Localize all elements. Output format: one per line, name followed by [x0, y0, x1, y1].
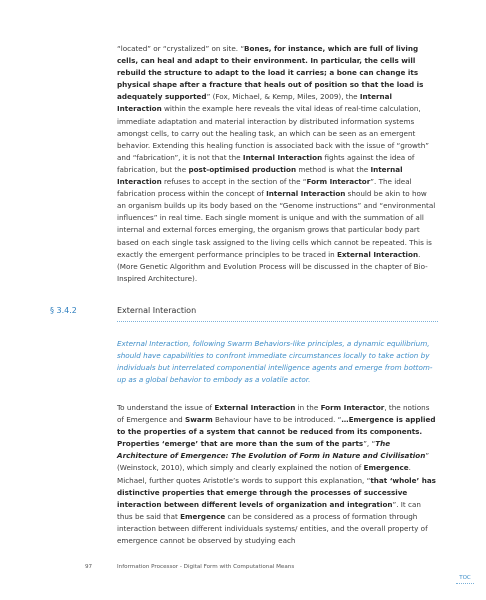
toc-label: TOC	[459, 575, 471, 581]
bold-text: Form Interactor	[320, 403, 385, 412]
section-divider	[117, 321, 438, 322]
section-title: External Interaction	[117, 306, 197, 315]
text-run: . Michael, further quotes Aristotle’s words to support this explanation, “	[117, 463, 411, 485]
bold-text: Emergence	[363, 463, 409, 473]
text-run: in the	[295, 403, 321, 412]
bold-text: Internal Interaction	[117, 92, 392, 114]
bold-text: Internal Interaction	[242, 152, 323, 162]
text-run: method is what the	[296, 164, 371, 174]
bold-text: Emergence	[180, 511, 226, 521]
body-paragraph-2	[117, 402, 438, 547]
text-run: fights against the idea of fabrication, but the	[117, 152, 415, 174]
toc-underline	[456, 583, 474, 584]
page-number: 97	[85, 564, 93, 570]
text-run: ”. The ideal fabrication process within the concept of	[117, 177, 412, 199]
emphasis-text: The Architecture of Emergence: The Evolution of Form in Nature and Civilisation	[117, 439, 426, 461]
bold-text: …Emergence is applied to the properties of a system that cannot be reduced from its components. Properties ‘emerge’ that are more than the sum of the parts	[117, 415, 436, 449]
text-run: ” (Weinstock, 2010), which simply and clearly explained the notion of	[117, 451, 430, 473]
bold-text: Internal Interaction	[117, 164, 403, 187]
bold-text: External Interaction	[337, 249, 419, 259]
running-footer-title: Information Processor - Digital Form with Computational Means	[117, 564, 295, 570]
text-run: . (More Genetic Algorithm and Evolution Process will be discussed in the chapter of Bio-Inspired Architecture).	[117, 249, 428, 283]
toc-link[interactable]	[456, 575, 474, 584]
bold-text: that ‘whole’ has distinctive properties that emerge through the processes of successive interaction between different levels of organization and integration	[117, 475, 436, 509]
body-paragraph-1	[117, 43, 438, 285]
bold-text: External Interaction	[214, 403, 296, 412]
bold-text: post-optimised production	[188, 164, 297, 174]
bold-text: Form Interactor	[306, 177, 371, 187]
bold-text: Swarm	[185, 415, 213, 425]
text-run: ” (Fox, Michael, & Kemp, Miles, 2009), the	[206, 92, 360, 102]
bold-text: Bones, for instance, which are full of living cells, can heal and adapt to their environment. In particular, the cells will rebuild the structure to adapt to the load it carries; a bone can change its physical shape after a fracture that heals out of position so that the load is adequately supported	[117, 44, 424, 102]
text-run: refuses to accept in the section of the “	[161, 177, 307, 187]
text-run: To understand the issue of	[117, 403, 215, 412]
text-run: can be considered as a process of formation through interaction between different individuals systems/ entities, and the overall property of emergence cannot be observed by studying each	[117, 511, 428, 546]
bold-text: Internal Interaction	[266, 189, 346, 199]
text-run: should be akin to how an organism builds up its body based on the “Genome instructions” and “environmental influences” in real time. Each single moment is unique and with the summation of all internal and external forces emerging, the organism grows that particular body part based on each single task assigned to the living cells which cannot be repeated. This is exactly the emergent performance principles to be traced in	[117, 189, 436, 259]
section-abstract: External Interaction, following Swarm Behaviors-like principles, a dynamic equilibrium, should have capabilities to confront immediate circumstances locally to take action by individuals but interrelated componential intelligence agents and emerge from bottom-up as a global behavior to embody as a volatile actor.	[117, 339, 433, 385]
text-run: , the notions of Emergence and	[117, 403, 430, 425]
text-run: ”, “	[363, 439, 376, 449]
text-run: “located” or “crystalized” on site. “	[117, 44, 245, 53]
text-run: Behaviour have to be introduced. “	[212, 415, 342, 425]
text-run: within the example here reveals the vital ideas of real-time calculation, immediate adaptation and material interaction by distributed information systems amongst cells, to carry out the healing task, an which can be seen as an emergent behavior. Extending this healing function is associated back with the issue of “growth” and “fabrication”, it is not that the	[117, 104, 429, 162]
text-run: ”. It can thus be said that	[117, 499, 421, 521]
section-number: § 3.4.2	[50, 306, 77, 315]
